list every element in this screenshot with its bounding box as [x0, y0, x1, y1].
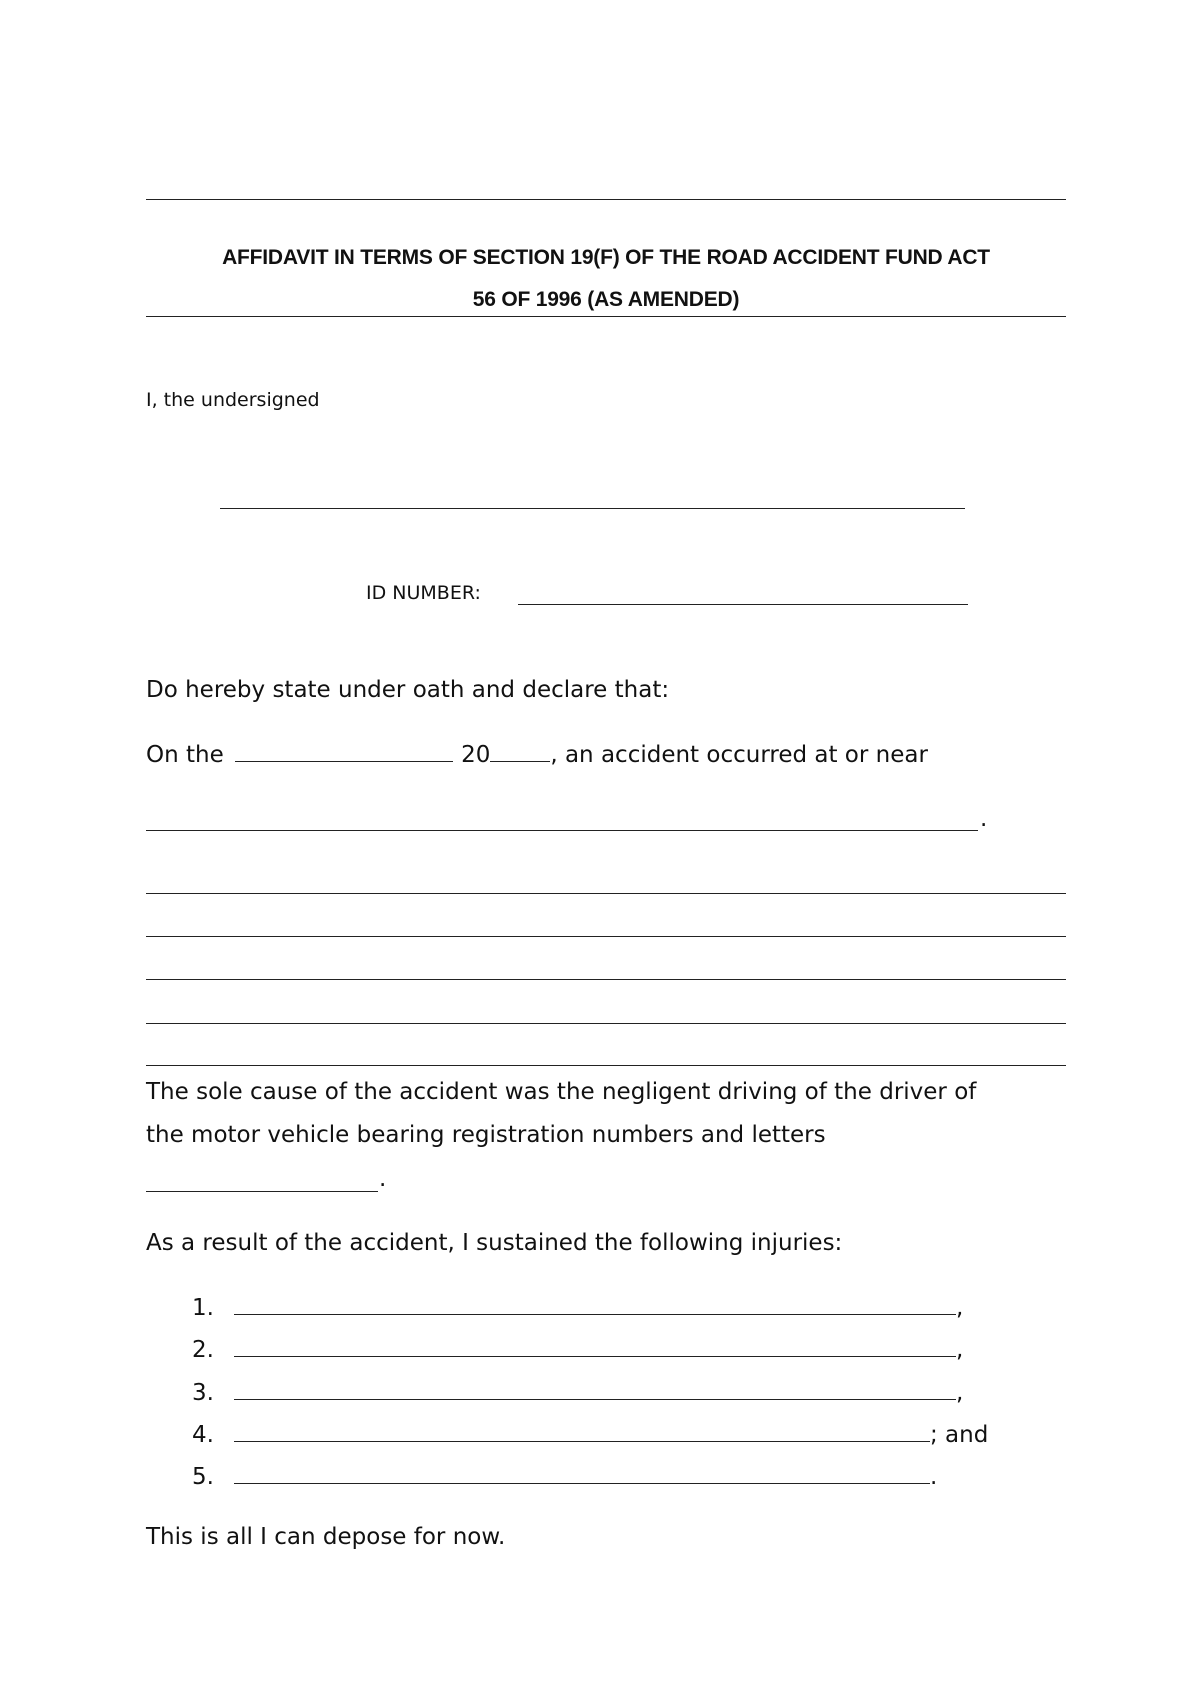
- accident-text: , an accident occurred at or near: [550, 742, 928, 768]
- year-fill-line[interactable]: [490, 739, 550, 762]
- cause-text-line-1: The sole cause of the accident was the negligent driving of the driver of: [146, 1079, 977, 1105]
- oath-statement: Do hereby state under oath and declare that:: [146, 677, 670, 703]
- injury-number: 3.: [192, 1380, 214, 1406]
- injury-fill-line[interactable]: [234, 1377, 956, 1400]
- injury-suffix: ,: [956, 1295, 964, 1321]
- injury-item: [180, 1334, 963, 1363]
- id-number-label: ID NUMBER:: [366, 582, 481, 604]
- accident-date-line: [146, 739, 928, 768]
- description-line-1[interactable]: [146, 893, 1066, 894]
- injury-item: [180, 1461, 937, 1490]
- injury-suffix: ,: [956, 1380, 964, 1406]
- location-period: .: [980, 806, 988, 832]
- injury-number: 1.: [192, 1295, 214, 1321]
- injury-number: 2.: [192, 1337, 214, 1363]
- on-the-text: On the: [146, 742, 224, 768]
- injury-item: [180, 1419, 988, 1448]
- description-line-5[interactable]: [146, 1065, 1066, 1066]
- injury-suffix: ,: [956, 1337, 964, 1363]
- injury-item: [180, 1292, 963, 1321]
- injury-fill-line[interactable]: [234, 1419, 930, 1442]
- undersigned-label: I, the undersigned: [146, 389, 320, 411]
- name-fill-line[interactable]: [220, 508, 965, 509]
- description-line-2[interactable]: [146, 936, 1066, 937]
- injury-fill-line[interactable]: [234, 1292, 956, 1315]
- header-top-rule: [146, 199, 1066, 200]
- injury-suffix: ; and: [930, 1422, 989, 1448]
- year-prefix: 20: [461, 742, 491, 768]
- injury-fill-line[interactable]: [234, 1461, 930, 1484]
- injuries-intro: As a result of the accident, I sustained the following injuries:: [146, 1230, 843, 1256]
- document-title-line-1: AFFIDAVIT IN TERMS OF SECTION 19(F) OF THE ROAD ACCIDENT FUND ACT: [222, 246, 990, 269]
- registration-fill-line[interactable]: [146, 1191, 378, 1192]
- id-number-fill-line[interactable]: [518, 604, 968, 605]
- cause-text-line-2: the motor vehicle bearing registration numbers and letters: [146, 1122, 826, 1148]
- injury-number: 4.: [192, 1422, 214, 1448]
- description-line-4[interactable]: [146, 1023, 1066, 1024]
- location-fill-line[interactable]: [146, 830, 978, 831]
- injury-suffix: .: [930, 1464, 938, 1490]
- injury-number: 5.: [192, 1464, 214, 1490]
- injury-item: [180, 1377, 963, 1406]
- closing-statement: This is all I can depose for now.: [146, 1524, 506, 1550]
- injury-fill-line[interactable]: [234, 1334, 956, 1357]
- header-bottom-rule: [146, 316, 1066, 317]
- document-title-line-2: 56 OF 1996 (AS AMENDED): [472, 288, 740, 311]
- date-fill-line[interactable]: [235, 739, 453, 762]
- description-line-3[interactable]: [146, 979, 1066, 980]
- registration-period: .: [379, 1166, 387, 1192]
